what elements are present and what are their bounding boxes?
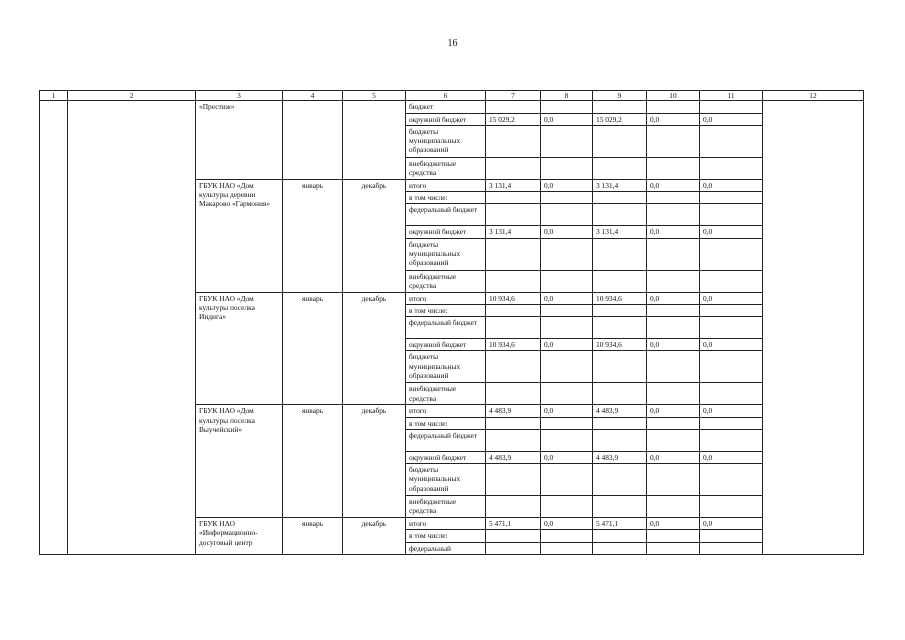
amount-cell-10: 0,0 xyxy=(647,518,700,530)
amount-cell-9 xyxy=(593,383,647,405)
amount-cell-10: 0,0 xyxy=(647,292,700,304)
amount-cell-9: 3 131,4 xyxy=(593,179,647,191)
funding-source-label: бюджеты муниципальных образований xyxy=(406,351,486,383)
column-header: 1 xyxy=(40,91,68,101)
funding-source-label: внебюджетные средства xyxy=(406,496,486,518)
funding-source-label: окружной бюджет xyxy=(406,451,486,463)
column-header: 12 xyxy=(763,91,864,101)
amount-cell-8: 0,0 xyxy=(541,226,593,238)
amount-cell-11: 0,0 xyxy=(700,405,763,417)
amount-cell-8: 0,0 xyxy=(541,518,593,530)
funding-source-label: бюджеты муниципальных образований xyxy=(406,238,486,270)
amount-cell-7 xyxy=(486,304,541,316)
amount-cell-10: 0,0 xyxy=(647,451,700,463)
column-header: 8 xyxy=(541,91,593,101)
amount-cell-11: 0,0 xyxy=(700,339,763,351)
amount-cell-7 xyxy=(486,270,541,292)
funding-source-label: итого xyxy=(406,179,486,191)
amount-cell-7 xyxy=(486,530,541,542)
amount-cell-9 xyxy=(593,238,647,270)
funding-source-label: внебюджетные средства xyxy=(406,270,486,292)
amount-cell-7: 15 029,2 xyxy=(486,113,541,125)
amount-cell-10 xyxy=(647,383,700,405)
amount-cell-10 xyxy=(647,429,700,451)
funding-source-label: в том числе: xyxy=(406,530,486,542)
amount-cell-11: 0,0 xyxy=(700,113,763,125)
amount-cell-9 xyxy=(593,530,647,542)
end-month: декабрь xyxy=(343,292,406,405)
start-month xyxy=(283,101,343,180)
organization-name: «Престиж» xyxy=(196,101,283,180)
amount-cell-7: 4 483,9 xyxy=(486,405,541,417)
amount-cell-7 xyxy=(486,317,541,339)
amount-cell-7 xyxy=(486,238,541,270)
amount-cell-11: 0,0 xyxy=(700,292,763,304)
amount-cell-11 xyxy=(700,383,763,405)
amount-cell-10 xyxy=(647,204,700,226)
amount-cell-11 xyxy=(700,238,763,270)
amount-cell-8 xyxy=(541,238,593,270)
amount-cell-11: 0,0 xyxy=(700,226,763,238)
amount-cell-10 xyxy=(647,317,700,339)
amount-cell-8 xyxy=(541,383,593,405)
amount-cell-8 xyxy=(541,304,593,316)
amount-cell-11 xyxy=(700,304,763,316)
start-month: январь xyxy=(283,292,343,405)
amount-cell-10: 0,0 xyxy=(647,339,700,351)
amount-cell-8 xyxy=(541,464,593,496)
amount-cell-8 xyxy=(541,270,593,292)
column-header: 2 xyxy=(68,91,196,101)
amount-cell-8 xyxy=(541,317,593,339)
page-number: 16 xyxy=(447,38,458,49)
amount-cell-7 xyxy=(486,351,541,383)
amount-cell-11 xyxy=(700,351,763,383)
amount-cell-7: 4 483,9 xyxy=(486,451,541,463)
amount-cell-10: 0,0 xyxy=(647,226,700,238)
amount-cell-10 xyxy=(647,496,700,518)
column-number-row xyxy=(40,91,864,101)
amount-cell-10: 0,0 xyxy=(647,179,700,191)
organization-name: ГБУК НАО «Дом культуры поселка Индига» xyxy=(196,292,283,405)
end-month: декабрь xyxy=(343,518,406,555)
amount-cell-10 xyxy=(647,351,700,383)
amount-cell-8 xyxy=(541,101,593,113)
amount-cell-9 xyxy=(593,204,647,226)
col-2-cell xyxy=(68,101,196,555)
amount-cell-9 xyxy=(593,317,647,339)
amount-cell-8: 0,0 xyxy=(541,451,593,463)
funding-source-label: федеральный бюджет xyxy=(406,429,486,451)
amount-cell-7 xyxy=(486,192,541,204)
column-header: 11 xyxy=(700,91,763,101)
column-header: 9 xyxy=(593,91,647,101)
funding-source-label: бюджет xyxy=(406,101,486,113)
amount-cell-7: 5 471,1 xyxy=(486,518,541,530)
funding-source-label: бюджеты муниципальных образований xyxy=(406,125,486,157)
column-header: 6 xyxy=(406,91,486,101)
amount-cell-7 xyxy=(486,383,541,405)
amount-cell-9: 15 029,2 xyxy=(593,113,647,125)
amount-cell-9: 3 131,4 xyxy=(593,226,647,238)
table-body xyxy=(40,101,864,555)
organization-name: ГБУК НАО «Информационно-досуговый центр xyxy=(196,518,283,555)
col-12-cell xyxy=(763,101,864,555)
column-header: 4 xyxy=(283,91,343,101)
amount-cell-8 xyxy=(541,192,593,204)
amount-cell-11 xyxy=(700,157,763,179)
start-month: январь xyxy=(283,179,343,292)
amount-cell-7 xyxy=(486,101,541,113)
end-month xyxy=(343,101,406,180)
amount-cell-8 xyxy=(541,530,593,542)
funding-source-label: окружной бюджет xyxy=(406,226,486,238)
amount-cell-7 xyxy=(486,417,541,429)
amount-cell-7 xyxy=(486,464,541,496)
amount-cell-9 xyxy=(593,464,647,496)
amount-cell-7 xyxy=(486,125,541,157)
amount-cell-7: 10 934,6 xyxy=(486,292,541,304)
amount-cell-9 xyxy=(593,542,647,554)
amount-cell-9 xyxy=(593,351,647,383)
amount-cell-10 xyxy=(647,417,700,429)
amount-cell-9: 10 934,6 xyxy=(593,292,647,304)
amount-cell-9: 4 483,9 xyxy=(593,405,647,417)
column-header: 5 xyxy=(343,91,406,101)
amount-cell-11 xyxy=(700,270,763,292)
funding-source-label: итого xyxy=(406,292,486,304)
amount-cell-11: 0,0 xyxy=(700,518,763,530)
amount-cell-10 xyxy=(647,464,700,496)
budget-table xyxy=(39,90,864,555)
amount-cell-11 xyxy=(700,125,763,157)
funding-source-label: в том числе: xyxy=(406,304,486,316)
column-header: 7 xyxy=(486,91,541,101)
amount-cell-11 xyxy=(700,429,763,451)
amount-cell-9 xyxy=(593,101,647,113)
funding-source-label: окружной бюджет xyxy=(406,339,486,351)
funding-source-label: окружной бюджет xyxy=(406,113,486,125)
amount-cell-8: 0,0 xyxy=(541,405,593,417)
amount-cell-7 xyxy=(486,542,541,554)
column-header: 3 xyxy=(196,91,283,101)
funding-source-label: федеральный бюджет xyxy=(406,204,486,226)
amount-cell-7 xyxy=(486,157,541,179)
funding-source-label: внебюджетные средства xyxy=(406,383,486,405)
amount-cell-8 xyxy=(541,204,593,226)
amount-cell-7 xyxy=(486,204,541,226)
start-month: январь xyxy=(283,405,343,518)
amount-cell-10 xyxy=(647,530,700,542)
funding-source-label: внебюджетные средства xyxy=(406,157,486,179)
amount-cell-11: 0,0 xyxy=(700,179,763,191)
amount-cell-10 xyxy=(647,238,700,270)
funding-source-label: в том числе: xyxy=(406,417,486,429)
amount-cell-10 xyxy=(647,304,700,316)
amount-cell-8 xyxy=(541,351,593,383)
funding-source-label: бюджеты муниципальных образований xyxy=(406,464,486,496)
start-month: январь xyxy=(283,518,343,555)
amount-cell-11 xyxy=(700,204,763,226)
amount-cell-11 xyxy=(700,542,763,554)
amount-cell-9 xyxy=(593,192,647,204)
amount-cell-7: 10 934,6 xyxy=(486,339,541,351)
funding-source-label: в том числе: xyxy=(406,192,486,204)
amount-cell-11 xyxy=(700,101,763,113)
amount-cell-8: 0,0 xyxy=(541,292,593,304)
amount-cell-10: 0,0 xyxy=(647,113,700,125)
funding-source-label: итого xyxy=(406,405,486,417)
column-header: 10 xyxy=(647,91,700,101)
funding-source-label: федеральный xyxy=(406,542,486,554)
amount-cell-8 xyxy=(541,496,593,518)
amount-cell-10 xyxy=(647,101,700,113)
amount-cell-8 xyxy=(541,542,593,554)
amount-cell-11 xyxy=(700,417,763,429)
amount-cell-11 xyxy=(700,317,763,339)
amount-cell-9 xyxy=(593,157,647,179)
amount-cell-10: 0,0 xyxy=(647,405,700,417)
amount-cell-8 xyxy=(541,157,593,179)
col-1-cell xyxy=(40,101,68,555)
amount-cell-9 xyxy=(593,417,647,429)
amount-cell-8 xyxy=(541,417,593,429)
funding-source-label: итого xyxy=(406,518,486,530)
amount-cell-11 xyxy=(700,192,763,204)
end-month: декабрь xyxy=(343,405,406,518)
amount-cell-7 xyxy=(486,429,541,451)
amount-cell-9 xyxy=(593,125,647,157)
amount-cell-9 xyxy=(593,270,647,292)
funding-source-label: федеральный бюджет xyxy=(406,317,486,339)
amount-cell-11 xyxy=(700,530,763,542)
amount-cell-8: 0,0 xyxy=(541,179,593,191)
amount-cell-11 xyxy=(700,464,763,496)
amount-cell-9: 10 934,6 xyxy=(593,339,647,351)
amount-cell-11: 0,0 xyxy=(700,451,763,463)
amount-cell-10 xyxy=(647,192,700,204)
organization-name: ГБУК НАО «Дом культуры деревни Макарово «Гармония» xyxy=(196,179,283,292)
amount-cell-7: 3 131,4 xyxy=(486,179,541,191)
amount-cell-8: 0,0 xyxy=(541,113,593,125)
organization-name: ГБУК НАО «Дом культуры поселка Выучейский» xyxy=(196,405,283,518)
amount-cell-10 xyxy=(647,270,700,292)
amount-cell-7 xyxy=(486,496,541,518)
table-row xyxy=(40,101,864,113)
amount-cell-10 xyxy=(647,125,700,157)
amount-cell-10 xyxy=(647,157,700,179)
amount-cell-8: 0,0 xyxy=(541,339,593,351)
amount-cell-10 xyxy=(647,542,700,554)
amount-cell-11 xyxy=(700,496,763,518)
amount-cell-7: 3 131,4 xyxy=(486,226,541,238)
amount-cell-9 xyxy=(593,304,647,316)
amount-cell-9 xyxy=(593,496,647,518)
amount-cell-9: 5 471,1 xyxy=(593,518,647,530)
end-month: декабрь xyxy=(343,179,406,292)
amount-cell-8 xyxy=(541,125,593,157)
amount-cell-9 xyxy=(593,429,647,451)
amount-cell-9: 4 483,9 xyxy=(593,451,647,463)
amount-cell-8 xyxy=(541,429,593,451)
